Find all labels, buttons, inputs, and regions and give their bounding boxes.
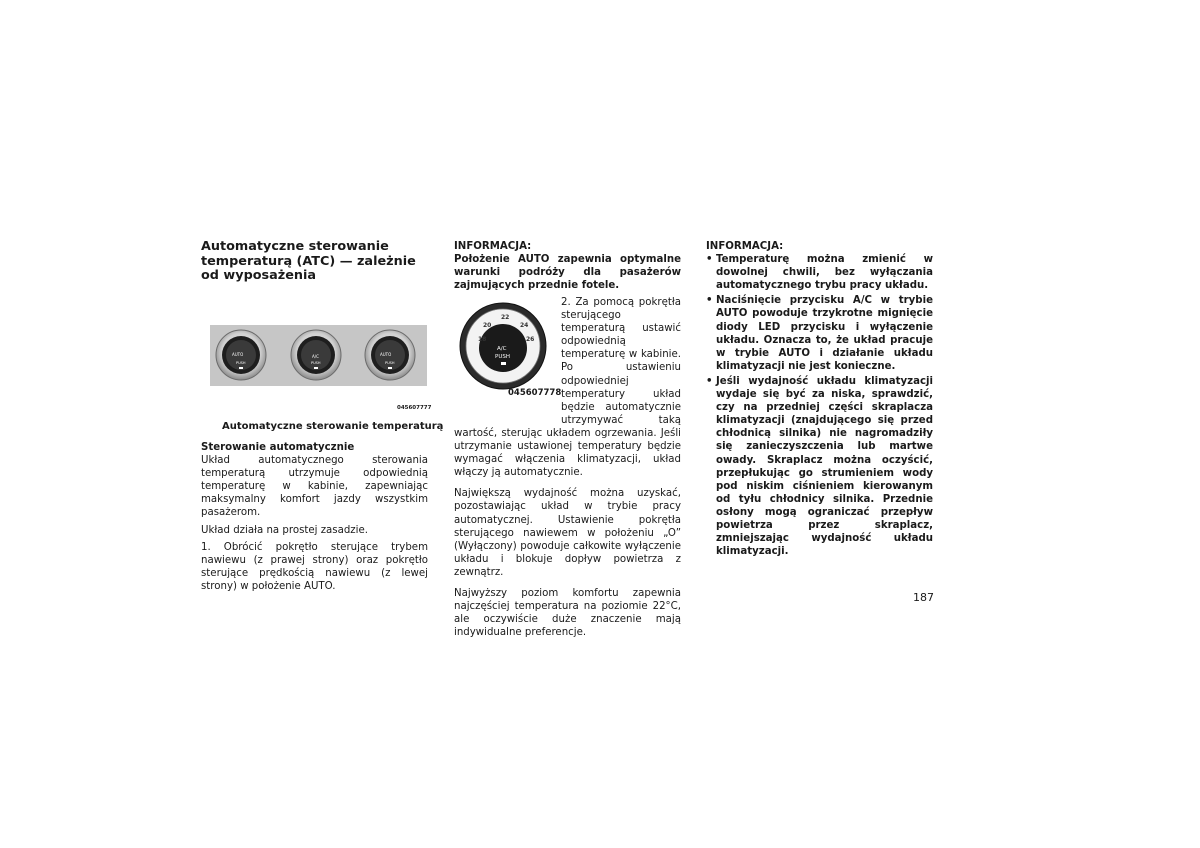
paragraph: Najwyższy poziom komfortu zapewnia najczęściej temperatura na poziomie 22°C, ale oczywiście duże znaczenie mają indywidualne preferencje. bbox=[454, 587, 681, 639]
info-bullet: • Jeśli wydajność układu klimatyzacji wydaje się być za niska, sprawdzić, czy na przedniej części skraplacza klimatyzacji (znajdującego się przed chłodnicą silnika) nie nagromadziły się zanieczyszczenia lub martwe owady. Skraplacz można oczyścić, przepłukując go strumieniem wody pod niskim ciśnieniem kierowanym od tyłu chłodnicy silnika. Przednie osłony mogą ograniczać przepływ powietrza przez skraplacz, zmniejszając wydajność układu klimatyzacji. bbox=[706, 375, 933, 558]
column-right bbox=[706, 240, 933, 560]
dial-push-label: PUSH bbox=[495, 354, 510, 360]
dial-auto-label: AUTO bbox=[380, 352, 392, 357]
info-bullet-list bbox=[706, 253, 933, 558]
dial-auto-label: AUTO bbox=[232, 352, 244, 357]
atc-panel-figure bbox=[210, 325, 427, 386]
column-middle-body bbox=[454, 296, 681, 643]
info-title: INFORMACJA: bbox=[706, 241, 784, 252]
fan-speed-dial bbox=[216, 330, 266, 380]
dial-tick-20: 20 bbox=[483, 322, 492, 329]
figure-code: 045607778 bbox=[508, 388, 562, 398]
paragraph-wrapped bbox=[454, 296, 681, 479]
info-title: INFORMACJA: bbox=[454, 241, 532, 252]
column-middle bbox=[454, 240, 681, 292]
dial-tick-18: 18 bbox=[478, 336, 487, 343]
dial-push-label: PUSH bbox=[236, 361, 246, 365]
dial-ac-label: A/C bbox=[497, 346, 507, 352]
paragraph-text: 2. Za pomocą pokrętła sterującego temperaturą ustawić odpowiednią temperaturę w kabinie. Po ustawieniu odpowiedniej temperatury układ będzie automatycznie utrzymywać taką wartość, sterując układem ogrzewania. Jeśli utrzymanie ustawionej temperatury będzie wymagać włączenia klimatyzacji, układ włączy ją automatycznie. bbox=[454, 297, 681, 479]
subheading: Sterowanie automatycznie bbox=[201, 442, 355, 453]
dial-tick-24: 24 bbox=[520, 322, 529, 329]
paragraph: Układ działa na prostej zasadzie. bbox=[201, 524, 368, 536]
dial-ac-label: A/C bbox=[312, 354, 319, 359]
dial-tick-26: 26 bbox=[526, 336, 535, 343]
figure-code: 045607777 bbox=[397, 405, 432, 411]
figure-caption: Automatyczne sterowanie temperaturą bbox=[222, 421, 444, 432]
info-bullet: • Temperaturę można zmienić w dowolnej chwili, bez wyłączania automatycznego trybu pracy układu. bbox=[706, 253, 933, 292]
temperature-dial-small bbox=[291, 330, 341, 380]
dial-tick-22: 22 bbox=[501, 314, 510, 321]
section-heading: Automatyczne sterowanie temperaturą (ATC) — zależnie od wyposażenia bbox=[201, 239, 416, 283]
atc-panel-graphic bbox=[210, 325, 427, 386]
page-number: 187 bbox=[913, 591, 934, 604]
paragraph: Największą wydajność można uzyskać, pozostawiając układ w trybie pracy automatycznej. Ustawienie pokrętła sterującego nawiewem w położeniu „O” (Wyłączony) powoduje całkowite wyłączenie układu i blokuje dopływ powietrza z zewnątrz. bbox=[454, 488, 681, 578]
column-left bbox=[201, 240, 428, 338]
info-bullet: • Naciśnięcie przycisku A/C w trybie AUTO powoduje trzykrotne mignięcie diody LED przycisku i wyłączenie układu. Oznacza to, że układ pracuje w trybie AUTO i działanie układu klimatyzacji nie jest konieczne. bbox=[706, 294, 933, 373]
paragraph: Układ automatycznego sterowania temperaturą utrzymuje odpowiednią temperaturę w kabinie, zapewniając maksymalny komfort jazdy wszystkim pasażerom. bbox=[201, 455, 428, 519]
info-text: Położenie AUTO zapewnia optymalne warunki podróży dla pasażerów zajmujących przednie fotele. bbox=[454, 254, 681, 292]
dial-float-spacer bbox=[454, 296, 561, 419]
paragraph: 1. Obrócić pokrętło sterujące trybem nawiewu (z prawej strony) oraz pokrętło sterujące prędkością nawiewu (z lewej strony) w położenie AUTO. bbox=[201, 541, 428, 592]
column-left-body bbox=[201, 441, 428, 597]
mode-dial bbox=[365, 330, 415, 380]
dial-push-label: PUSH bbox=[311, 361, 321, 365]
dial-push-label: PUSH bbox=[385, 361, 395, 365]
